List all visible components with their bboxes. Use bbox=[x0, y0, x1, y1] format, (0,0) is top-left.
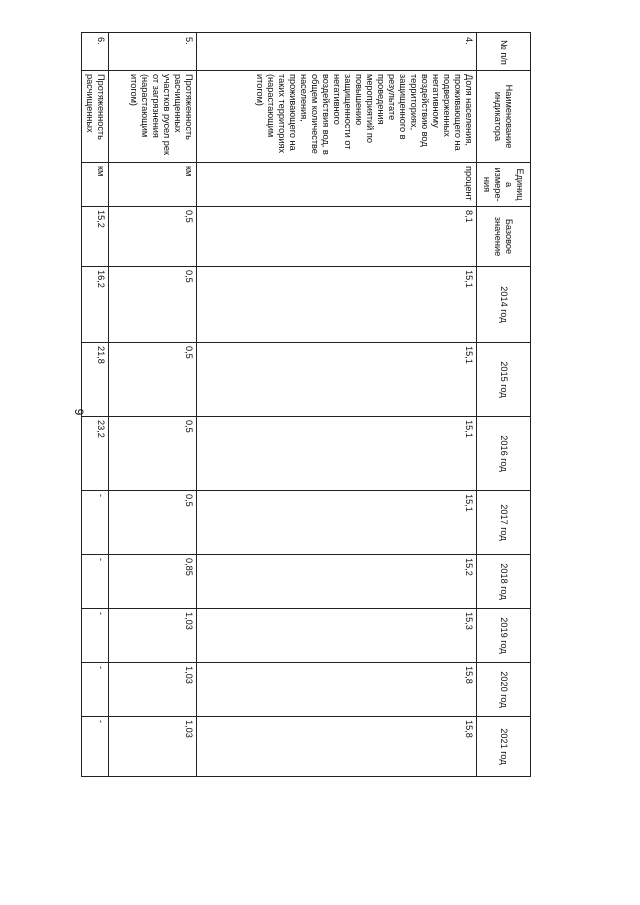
row-value: 15,1 bbox=[197, 267, 477, 343]
table-row bbox=[197, 33, 477, 777]
row-name: Доля населения, проживающего на подверженных негативному воздействию вод территориях, защищенного в результате проведения мероприятий по повышению защищенности от негативного воздействия вод, в общем количестве населения, проживающего на таких территориях (нарастающим итогом) bbox=[197, 71, 477, 163]
row-value: 15,1 bbox=[197, 491, 477, 555]
row-base: 0,5 bbox=[109, 207, 197, 267]
row-value: 15,1 bbox=[197, 417, 477, 491]
row-value: 21,8 bbox=[82, 343, 109, 417]
row-value: 15,2 bbox=[197, 555, 477, 609]
row-value: 0,5 bbox=[109, 417, 197, 491]
row-base: 15,2 bbox=[82, 207, 109, 267]
row-value: 1,03 bbox=[109, 609, 197, 663]
row-value: 0,5 bbox=[109, 491, 197, 555]
page-number: 9 bbox=[72, 408, 86, 416]
header-year: 2018 год bbox=[477, 555, 531, 609]
header-year: 2016 год bbox=[477, 417, 531, 491]
row-value: 15,8 bbox=[197, 717, 477, 777]
rotated-page-content bbox=[85, 32, 531, 776]
row-value: - bbox=[82, 491, 109, 555]
header-year: 2015 год bbox=[477, 343, 531, 417]
row-value: - bbox=[82, 663, 109, 717]
header-year: 2019 год bbox=[477, 609, 531, 663]
row-value: 1,03 bbox=[109, 717, 197, 777]
row-value: 15,3 bbox=[197, 609, 477, 663]
row-value: 16,2 bbox=[82, 267, 109, 343]
header-year: 2014 год bbox=[477, 267, 531, 343]
row-value: - bbox=[82, 609, 109, 663]
header-year: 2017 год bbox=[477, 491, 531, 555]
table-row bbox=[82, 33, 109, 777]
row-value: 23,2 bbox=[82, 417, 109, 491]
row-value: 0,85 bbox=[109, 555, 197, 609]
header-unit: Единица измере-ния bbox=[477, 163, 531, 207]
row-unit: процент bbox=[197, 163, 477, 207]
row-value: - bbox=[82, 717, 109, 777]
table-header-row bbox=[477, 33, 531, 777]
row-unit: км bbox=[82, 163, 109, 207]
row-num: 5. bbox=[109, 33, 197, 71]
row-num: 4. bbox=[197, 33, 477, 71]
indicator-table bbox=[81, 32, 531, 777]
row-num: 6. bbox=[82, 33, 109, 71]
row-value: 0,5 bbox=[109, 343, 197, 417]
row-value: 0,5 bbox=[109, 267, 197, 343]
row-value: - bbox=[82, 555, 109, 609]
row-value: 1,03 bbox=[109, 663, 197, 717]
header-year: 2020 год bbox=[477, 663, 531, 717]
row-name: Протяженность расчищенных bbox=[82, 71, 109, 163]
row-unit: км bbox=[109, 163, 197, 207]
header-name: Наименование индикатора bbox=[477, 71, 531, 163]
table-row bbox=[109, 33, 197, 777]
row-value: 15,8 bbox=[197, 663, 477, 717]
header-year: 2021 год bbox=[477, 717, 531, 777]
row-value: 15,1 bbox=[197, 343, 477, 417]
header-num: № п/п bbox=[477, 33, 531, 71]
row-name: Протяженность расчищенных участков русел рек от загрязнения (нарастающим итогом) bbox=[109, 71, 197, 163]
row-base: 8,1 bbox=[197, 207, 477, 267]
header-base: Базовое значение bbox=[477, 207, 531, 267]
indicator-table-container bbox=[85, 32, 531, 776]
